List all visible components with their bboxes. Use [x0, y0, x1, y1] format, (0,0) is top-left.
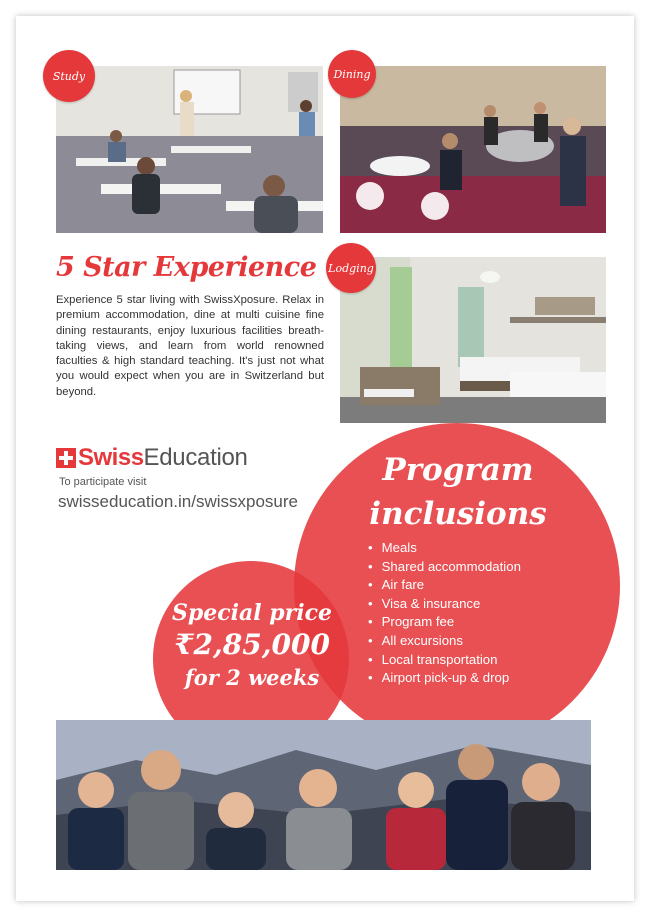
- inclusions-list: [368, 539, 521, 688]
- visit-url-link[interactable]: swisseducation.in/swissxposure: [58, 492, 298, 511]
- swiss-cross-icon: [56, 448, 76, 468]
- visit-label: To participate visit: [59, 476, 147, 488]
- list-item: • Air fare: [368, 576, 521, 595]
- lodging-badge: Lodging: [326, 243, 376, 293]
- program-title-line2: inclusions: [369, 496, 547, 532]
- headline: 5 Star Experience: [56, 252, 317, 283]
- special-price-value: ₹2,85,000: [174, 628, 330, 661]
- list-item: • Local transportation: [368, 651, 521, 670]
- list-item: • Meals: [368, 539, 521, 558]
- list-item: • Shared accommodation: [368, 558, 521, 577]
- dining-photo: [340, 66, 606, 233]
- list-item: • Airport pick-up & drop: [368, 669, 521, 688]
- special-price-label: Special price: [171, 600, 332, 626]
- study-photo: [56, 66, 323, 233]
- program-title: [338, 448, 578, 536]
- study-badge: Study: [43, 50, 95, 102]
- body-text: Experience 5 star living with SwissXposure. Relax in premium accommodation, dine at multi cuisine fine dining restaurants, enjoy luxurious facilities breath-taking views, and learn from world renowned faculties & high standard teaching. It's just not what you would expect when you are in Switzerland but beyond.: [56, 294, 324, 398]
- list-item: • All excursions: [368, 632, 521, 651]
- dining-badge: Dining: [328, 50, 376, 98]
- brochure-page: [16, 16, 634, 901]
- lodging-photo: [340, 257, 606, 423]
- special-price-block: [164, 598, 340, 694]
- swisseducation-logo: [56, 444, 248, 472]
- students-photo: [56, 720, 591, 870]
- brand-education-text: Education: [143, 444, 248, 471]
- program-title-line1: Program: [382, 452, 534, 488]
- list-item: • Program fee: [368, 613, 521, 632]
- list-item: • Visa & insurance: [368, 595, 521, 614]
- special-price-duration: for 2 weeks: [184, 665, 320, 690]
- brand-swiss-text: Swiss: [78, 444, 144, 471]
